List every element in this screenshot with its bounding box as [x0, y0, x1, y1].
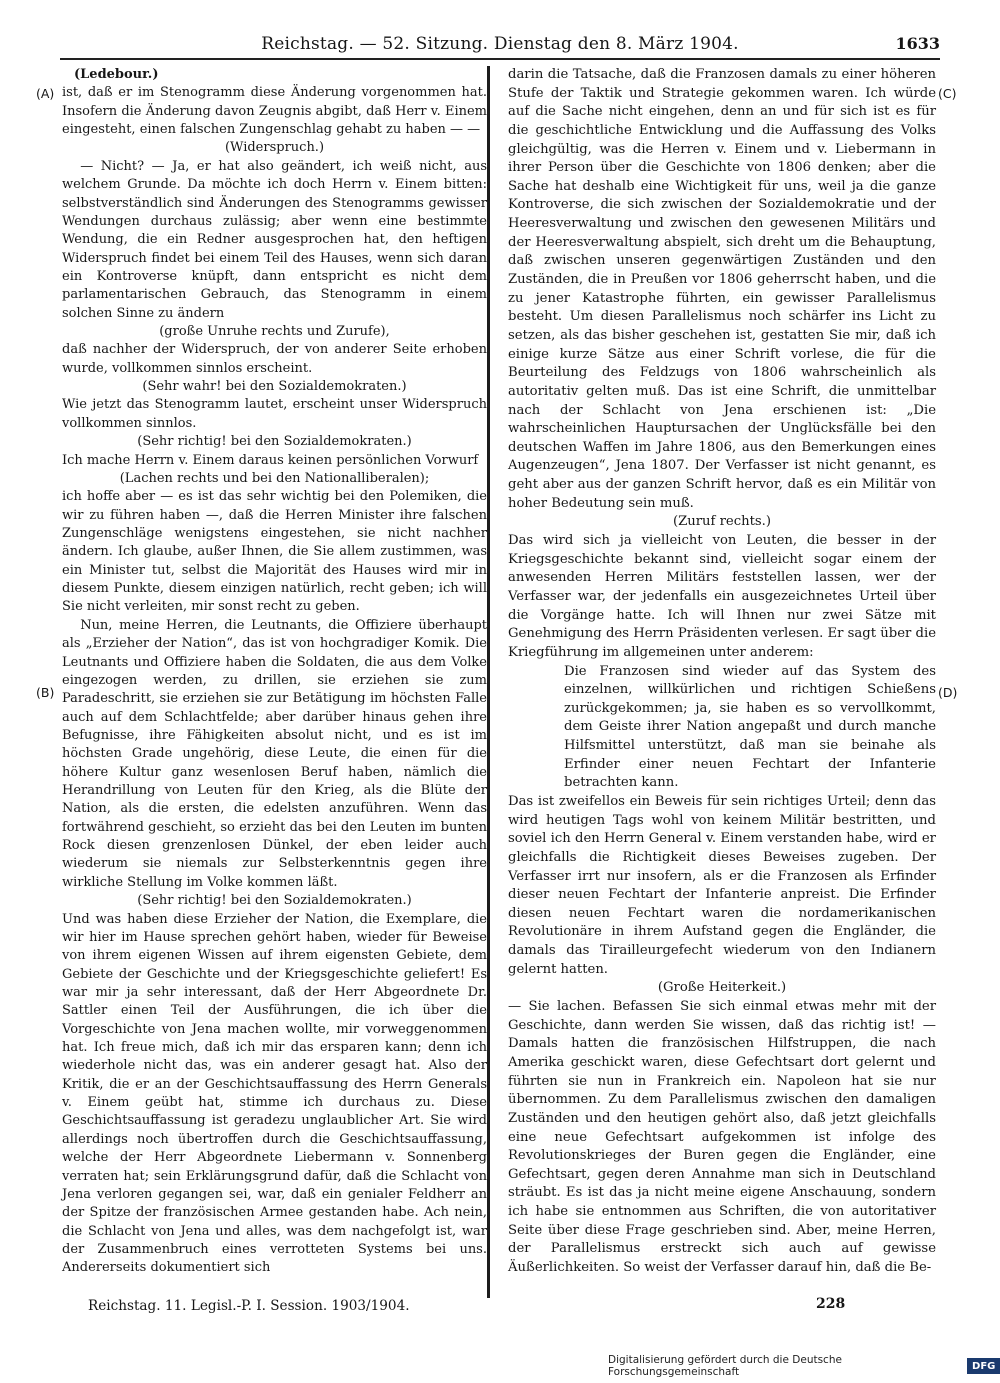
- right-column: [508, 66, 936, 1278]
- page-number: 1633: [895, 34, 940, 53]
- paragraph: Wie jetzt das Stenogramm lautet, erscheint unser Widerspruch vollkommen sinnlos.: [62, 397, 487, 431]
- interjection: (Sehr wahr! bei den Sozialdemokraten.): [142, 379, 407, 395]
- paragraph: Nun, meine Herren, die Leutnants, die Offiziere überhaupt als „Erzieher der Nation“, das ist von hochgradiger Komik. Die Leutnants und Offiziere haben die Soldaten, die aus dem Volke eingezogen werden, zu drillen, sie erziehen sie zum Paradeschritt, sie erziehen sie zur Betätigung im höchsten Falle auch auf dem Schlachtfelde; aber darüber hinaus gehen ihre Befugnisse, ihre Fähigkeiten absolut nicht, und es ist im höchsten Grade ungehörig, diese Leute, die einen für die höhere Kultur ganz wesenlosen Beruf haben, nämlich die Herandrillung von Leuten für den Krieg, als die Blüte der Nation, als die ersten, die edelsten anzuführen. Wenn das fortwährend geschieht, so erzieht das bei den Leuten im bunten Rock diesen grenzenlosen Dünkel, der eben leider auch wiederum sie niemals zur Selbsterkenntnis gegen ihre wirkliche Stellung im Volke kommen läßt.: [62, 617, 487, 890]
- paragraph: — Nicht? — Ja, er hat also geändert, ich weiß nicht, aus welchem Grunde. Da möchte ich doch Herrn v. Einem bitten: selbstverständlich sind Änderungen des Stenogramms gewisser Wendungen durchaus zulässig; aber wenn eine bestimmte Wendung, die ein Redner ausgesprochen hat, den heftigen Widerspruch findet bei einem Teil des Hauses, wenn sich daran ein Kontroverse knüpft, dann entspricht es nicht dem parlamentarischen Gebrauch, das Stenogramm in einem solchen Sinne zu ändern: [62, 158, 487, 321]
- left-column: [62, 66, 487, 1278]
- paragraph: Das ist zweifellos ein Beweis für sein richtiges Urteil; denn das wird heutigen Tags wohl von keinem Militär bestritten, und soviel ich den Herrn General v. Einem verstanden habe, wird er gleichfalls die Richtigkeit dieses Beweises zugeben. Der Verfasser irrt nur insofern, als er die Franzosen als Erfinder dieser neuen Fechtart der Infanterie anpreist. Die Erfinder diesen neuen Fechtart waren die nordamerikanischen Revolutionäre in ihrem Aufstand gegen die Engländer, die damals das Tirailleurgefecht wiederum von den Indianern gelernt hatten.: [508, 793, 936, 977]
- interjection: (Große Heiterkeit.): [657, 980, 787, 996]
- funding-text: Digitalisierung gefördert durch die Deutsche Forschungsgemeinschaft: [608, 1354, 842, 1378]
- interjection: (Sehr richtig! bei den Sozialdemokraten.): [137, 893, 412, 909]
- margin-marker-b: (B): [36, 685, 55, 700]
- interjection: (Lachen rechts und bei den Nationalliberalen);: [119, 470, 430, 486]
- interjection: (Widerspruch.): [224, 140, 325, 156]
- paragraph: darin die Tatsache, daß die Franzosen damals zu einer höheren Stufe der Taktik und Strategie gekommen waren. Ich würde auf die Sache nicht eingehen, denn an und für sich ist es für die geschichtliche Entwicklung und die Auffassung des Volks gleichgültig, was die Herren v. Einem und v. Liebermann in ihrer Person über die Geschichte von 1806 denken; aber die Sache hat deshalb eine Wichtigkeit für uns, weil ja die ganze Kontroverse, die sich zwischen der Sozialdemokratie und der Heeresverwaltung und zwischen den gewesenen Militärs und der Heeresverwaltung abspielt, sich dreht um die Behauptung, daß zwischen unseren gegenwärtigen Zuständen und den Zuständen, die in Preußen vor 1806 geherrscht haben, und die zu jener Katastrophe führten, ein gewisser Parallelismus besteht. Um diesen Parallelismus noch schärfer ins Licht zu setzen, als das bisher geschehen ist, gestatten Sie mir, daß ich einige kurze Sätze aus einer Schrift vorlese, die für die Beurteilung des Feldzugs von 1806 wahrscheinlich als autoritativ gelten muß. Das ist eine Schrift, die unmittelbar nach der Schlacht von Jena erschienen ist: „Die wahrscheinlichen Hauptursachen der Unglücksfälle bei den deutschen Waffen im Jahre 1806, aus den Bemerkungen eines Augenzeugen“, Jena 1807. Der Verfasser ist nicht genannt, es geht aber aus der ganzen Schrift hervor, daß es ein Militär von hoher Bedeutung sein muß.: [508, 67, 936, 511]
- paragraph: Das wird sich ja vielleicht von Leuten, die besser in der Kriegsgeschichte bekannt sind, vielleicht sogar einem der anwesenden Herren Militärs feststellen lassen, wer der Verfasser war, der jedenfalls ein ausgezeichnetes Urteil über die Vorgänge hatte. Ich will Ihnen nur zwei Sätze mit Genehmigung des Herrn Präsidenten verlesen. Er sagt über die Kriegführung im allgemeinen unter anderem:: [508, 533, 936, 660]
- interjection: (Sehr richtig! bei den Sozialdemokraten.): [137, 434, 412, 450]
- funding-note: [608, 1356, 1000, 1376]
- dfg-logo: DFG: [967, 1358, 1000, 1374]
- speaker-name: (Ledebour.): [74, 67, 159, 82]
- running-title: Reichstag. — 52. Sitzung. Dienstag den 8. März 1904.: [261, 34, 739, 54]
- running-header: [60, 32, 940, 60]
- column-divider: [487, 66, 490, 1298]
- margin-marker-c: (C): [938, 86, 957, 101]
- margin-marker-d: (D): [938, 685, 958, 700]
- signature-number: 228: [816, 1296, 846, 1312]
- margin-marker-a: (A): [36, 86, 55, 101]
- paragraph: Ich mache Herrn v. Einem daraus keinen persönlichen Vorwurf: [62, 452, 479, 468]
- paragraph: — Sie lachen. Befassen Sie sich einmal etwas mehr mit der Geschichte, dann werden Sie wissen, daß das richtig ist! — Damals hatten die französischen Hilfstruppen, die nach Amerika geschickt waren, diese Gefechtsart dort gelernt und führten sie nun in Frankreich ein. Napoleon hat sie nur übernommen. Zu dem Parallelismus zwischen den damaligen Zuständen und den heutigen gehört also, daß jetzt gleichfalls eine neue Gefechtsart aufgekommen ist infolge des Revolutionskrieges der Buren gegen die Engländer, eine Gefechtsart, gegen deren Annahme man sich in Deutschland sträubt. Es ist das ja nicht meine eigene Anschauung, sondern ich habe sie entnommen aus Schriften, die von autoritativer Seite über diese Frage geschrieben sind. Aber, meine Herren, der Parallelismus erstreckt sich auch auf gewisse Äußerlichkeiten. So weist der Verfasser darauf hin, daß die Be-: [508, 999, 936, 1275]
- interjection: (Zuruf rechts.): [672, 514, 772, 530]
- session-footer: Reichstag. 11. Legisl.-P. I. Session. 1903/1904.: [88, 1298, 410, 1314]
- paragraph: Und was haben diese Erzieher der Nation, die Exemplare, die wir hier im Hause sprechen gehört haben, wieder für Beweise von ihrem eigenen Wissen auf ihrem eigensten Gebiete, dem Gebiete der Geschichte und der Kriegsgeschichte geliefert! Es war mir ja sehr interessant, daß der Herr Abgeordnete Dr. Sattler einen Teil der Ausführungen, die ich über die Vorgeschichte von Jena machen wollte, mir vorweggenommen hat. Ich freue mich, daß ich mir das ersparen kann; denn ich wiederhole nicht das, was ein anderer gesagt hat. Also der Kritik, die er an der Geschichtsauffassung des Herrn Generals v. Einem geübt hat, stimme ich durchaus zu. Diese Geschichtsauffassung ist geradezu unglaublicher Art. Sie wird allerdings noch übertroffen durch die Geschichtsauffassung, welche der Herr Abgeordnete Liebermann v. Sonnenberg verraten hat; sein Erklärungsgrund dafür, daß die Schlacht von Jena verloren gegangen sei, war, daß ein genialer Feldherr an der Spitze der französischen Armee gestanden habe. Ach nein, die Schlacht von Jena und alles, was dem nachgefolgt ist, war der Zusammenbruch eines verrotteten Systems bei uns. Andererseits dokumentiert sich: [62, 911, 487, 1276]
- paragraph: ist, daß er im Stenogramm diese Änderung vorgenommen hat. Insofern die Änderung davon Zeugnis abgibt, daß Herr v. Einem eingesteht, einen falschen Zungenschlag gehabt zu haben — —: [62, 85, 487, 138]
- paragraph: daß nachher der Widerspruch, der von anderer Seite erhoben wurde, vollkommen sinnlos erscheint.: [62, 342, 487, 376]
- interjection: (große Unruhe rechts und Zurufe),: [159, 324, 390, 340]
- paragraph: ich hoffe aber — es ist das sehr wichtig bei den Polemiken, die wir zu führen haben —, daß die Herren Minister ihre falschen Zungenschläge wenigstens eingestehen, sie nicht nachher ändern. Ich glaube, außer Ihnen, die Sie allem zustimmen, was ein Minister tut, selbst die Majorität des Hauses wird mir in diesem Punkte, diesem einzigen natürlich, recht geben; ich will Sie nicht verleiten, mir sonst recht zu geben.: [62, 489, 487, 615]
- block-quote: Die Franzosen sind wieder auf das System des einzelnen, willkürlichen und richtigen Schießens zurückgekommen; ja, sie haben es so vervollkommt, dem Geiste ihrer Nation angepaßt und durch manche Hilfsmittel unterstützt, daß man sie beinahe als Erfinder einer neuen Fechtart der Infanterie betrachten kann.: [564, 663, 936, 791]
